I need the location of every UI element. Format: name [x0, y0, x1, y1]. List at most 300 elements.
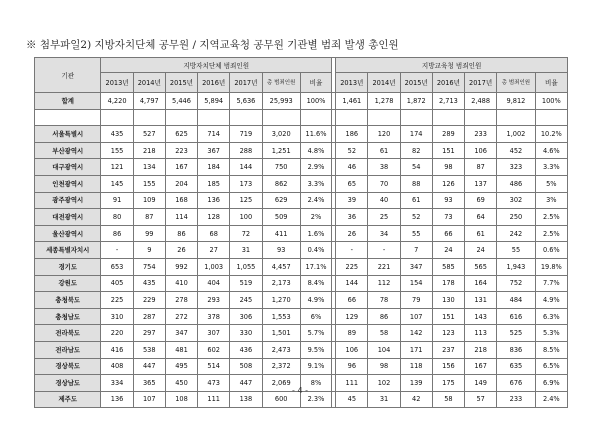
education-office-cell: 69 — [465, 192, 497, 209]
local-gov-cell: 4,457 — [262, 258, 300, 275]
education-office-cell: 88 — [400, 175, 432, 192]
local-gov-cell: 136 — [198, 192, 230, 209]
col-header-a: 2014년 — [133, 73, 165, 93]
education-office-cell: 143 — [465, 308, 497, 325]
table-row — [35, 192, 568, 209]
local-gov-cell: 109 — [133, 192, 165, 209]
local-gov-cell: 416 — [101, 341, 133, 358]
education-office-cell: 5% — [535, 175, 567, 192]
local-gov-cell: 629 — [262, 192, 300, 209]
col-header-b: 총 범죄인원 — [497, 73, 535, 93]
education-office-cell: 486 — [497, 175, 535, 192]
local-gov-cell: 378 — [198, 308, 230, 325]
local-gov-cell: 2,173 — [262, 275, 300, 292]
local-gov-cell: 204 — [165, 175, 197, 192]
education-office-cell: 1,278 — [368, 93, 400, 110]
education-office-cell: 98 — [432, 159, 464, 176]
local-gov-cell: 8.4% — [300, 275, 331, 292]
local-gov-cell: 719 — [230, 126, 262, 143]
education-office-cell: 6.3% — [535, 308, 567, 325]
local-gov-cell: 509 — [262, 209, 300, 226]
education-office-cell: 46 — [336, 159, 368, 176]
education-office-cell: 175 — [432, 375, 464, 392]
education-office-cell: 4.6% — [535, 142, 567, 159]
education-office-cell: 2,713 — [432, 93, 464, 110]
education-office-cell: 98 — [368, 358, 400, 375]
education-office-cell: 233 — [465, 126, 497, 143]
local-gov-cell: 992 — [165, 258, 197, 275]
local-gov-cell: 1,553 — [262, 308, 300, 325]
local-gov-cell: 334 — [101, 375, 133, 392]
education-office-cell: 102 — [368, 375, 400, 392]
education-office-cell: 186 — [336, 126, 368, 143]
education-office-cell: 1,461 — [336, 93, 368, 110]
education-office-cell: 42 — [400, 391, 432, 408]
local-gov-cell: 25,993 — [262, 93, 300, 110]
local-gov-cell: 435 — [133, 275, 165, 292]
local-gov-cell: 1,055 — [230, 258, 262, 275]
education-office-cell: 3% — [535, 192, 567, 209]
table-row — [35, 126, 568, 143]
local-gov-cell: 293 — [198, 292, 230, 309]
local-gov-cell: 3,020 — [262, 126, 300, 143]
col-header-b: 2015년 — [400, 73, 432, 93]
education-office-cell: 218 — [465, 341, 497, 358]
local-gov-cell: 0.4% — [300, 242, 331, 259]
local-gov-cell: 1,501 — [262, 325, 300, 342]
education-office-cell: 61 — [368, 142, 400, 159]
local-gov-cell: 91 — [101, 192, 133, 209]
education-office-cell: 38 — [368, 159, 400, 176]
local-gov-cell: 72 — [230, 225, 262, 242]
local-gov-cell: 11.6% — [300, 126, 331, 143]
education-office-cell: 237 — [432, 341, 464, 358]
table-row — [35, 242, 568, 259]
education-office-cell: 137 — [465, 175, 497, 192]
local-gov-cell: 138 — [230, 391, 262, 408]
education-office-cell: 144 — [336, 275, 368, 292]
col-header-b: 2014년 — [368, 73, 400, 93]
education-office-cell: 3.3% — [535, 159, 567, 176]
col-header-a: 총 범죄인원 — [262, 73, 300, 93]
local-gov-cell: 306 — [230, 308, 262, 325]
region-name: 강원도 — [35, 275, 101, 292]
table-row — [35, 341, 568, 358]
education-office-cell: 250 — [497, 209, 535, 226]
education-office-cell: - — [336, 242, 368, 259]
table-row — [35, 325, 568, 342]
local-gov-cell: 220 — [101, 325, 133, 342]
education-office-cell: 100% — [535, 93, 567, 110]
region-name: 대구광역시 — [35, 159, 101, 176]
local-gov-cell: 408 — [101, 358, 133, 375]
education-office-cell: 120 — [368, 126, 400, 143]
col-header-b: 비율 — [535, 73, 567, 93]
education-office-cell: 178 — [432, 275, 464, 292]
local-gov-cell: 862 — [262, 175, 300, 192]
region-name: 울산광역시 — [35, 225, 101, 242]
local-gov-cell: 307 — [198, 325, 230, 342]
education-office-cell: 118 — [400, 358, 432, 375]
local-gov-cell: 155 — [101, 142, 133, 159]
education-office-cell: 302 — [497, 192, 535, 209]
local-gov-cell: 2.3% — [300, 391, 331, 408]
local-gov-cell: 750 — [262, 159, 300, 176]
education-office-cell: 58 — [368, 325, 400, 342]
local-gov-cell: 100% — [300, 93, 331, 110]
education-office-cell: 2.5% — [535, 225, 567, 242]
education-office-group-header: 지방교육청 범죄인원 — [336, 58, 568, 73]
education-office-cell: 73 — [432, 209, 464, 226]
education-office-cell: 154 — [400, 275, 432, 292]
local-gov-cell: 245 — [230, 292, 262, 309]
education-office-cell: 55 — [497, 242, 535, 259]
education-office-cell: 347 — [400, 258, 432, 275]
local-gov-cell: 1,270 — [262, 292, 300, 309]
local-gov-cell: 411 — [262, 225, 300, 242]
education-office-cell: 242 — [497, 225, 535, 242]
education-office-cell: 323 — [497, 159, 535, 176]
local-gov-cell: 121 — [101, 159, 133, 176]
col-header-a: 2016년 — [198, 73, 230, 93]
education-office-cell: 1,002 — [497, 126, 535, 143]
education-office-cell: 10.2% — [535, 126, 567, 143]
education-office-cell: 8.5% — [535, 341, 567, 358]
education-office-cell: 676 — [497, 375, 535, 392]
education-office-cell: 130 — [432, 292, 464, 309]
education-office-cell: 82 — [400, 142, 432, 159]
education-office-cell: 112 — [368, 275, 400, 292]
education-office-cell: 61 — [465, 225, 497, 242]
education-office-cell: 31 — [368, 391, 400, 408]
col-header-b: 2017년 — [465, 73, 497, 93]
local-gov-group-header: 지방자치단체 범죄인원 — [101, 58, 332, 73]
local-gov-cell: 136 — [101, 391, 133, 408]
col-header-a: 2013년 — [101, 73, 133, 93]
local-gov-cell: 31 — [230, 242, 262, 259]
local-gov-cell: 80 — [101, 209, 133, 226]
education-office-cell: 1,943 — [497, 258, 535, 275]
region-name: 부산광역시 — [35, 142, 101, 159]
table-row — [35, 225, 568, 242]
education-office-cell: 289 — [432, 126, 464, 143]
education-office-cell: 616 — [497, 308, 535, 325]
local-gov-cell: 145 — [101, 175, 133, 192]
education-office-cell: 565 — [465, 258, 497, 275]
region-name: 경상남도 — [35, 375, 101, 392]
local-gov-cell: 410 — [165, 275, 197, 292]
local-gov-cell: - — [101, 242, 133, 259]
region-name: 대전광역시 — [35, 209, 101, 226]
local-gov-cell: 481 — [165, 341, 197, 358]
document-heading: ※ 첨부파일2) 지방자치단체 공무원 / 지역교육청 공무원 기관별 범죄 발생 총인원 — [26, 39, 399, 51]
crime-statistics-table — [34, 57, 568, 408]
education-office-cell: 156 — [432, 358, 464, 375]
education-office-cell: 2.5% — [535, 209, 567, 226]
education-office-cell: 131 — [465, 292, 497, 309]
education-office-cell: 65 — [336, 175, 368, 192]
education-office-cell: 225 — [336, 258, 368, 275]
local-gov-cell: 508 — [230, 358, 262, 375]
region-name: 전라북도 — [35, 325, 101, 342]
local-gov-cell: 125 — [230, 192, 262, 209]
education-office-cell: 149 — [465, 375, 497, 392]
region-name: 인천광역시 — [35, 175, 101, 192]
education-office-cell: 19.8% — [535, 258, 567, 275]
local-gov-cell: 6% — [300, 308, 331, 325]
education-office-cell: 66 — [432, 225, 464, 242]
education-office-cell: 0.6% — [535, 242, 567, 259]
education-office-cell: 54 — [400, 159, 432, 176]
education-office-cell: 151 — [432, 142, 464, 159]
education-office-cell: 7.7% — [535, 275, 567, 292]
local-gov-cell: 538 — [133, 341, 165, 358]
education-office-cell: 9,812 — [497, 93, 535, 110]
local-gov-cell: 287 — [133, 308, 165, 325]
col-header-b: 2013년 — [336, 73, 368, 93]
local-gov-cell: 68 — [198, 225, 230, 242]
local-gov-cell: 167 — [165, 159, 197, 176]
table-row — [35, 142, 568, 159]
local-gov-cell: 5.7% — [300, 325, 331, 342]
education-office-cell: 752 — [497, 275, 535, 292]
table-row — [35, 159, 568, 176]
local-gov-cell: 447 — [230, 375, 262, 392]
education-office-cell: 151 — [432, 308, 464, 325]
local-gov-cell: 155 — [133, 175, 165, 192]
local-gov-cell: 218 — [133, 142, 165, 159]
education-office-cell: 139 — [400, 375, 432, 392]
local-gov-cell: 625 — [165, 126, 197, 143]
corner-header: 기관 — [35, 58, 101, 93]
local-gov-cell: 278 — [165, 292, 197, 309]
education-office-cell: 25 — [368, 209, 400, 226]
col-header-b: 2016년 — [432, 73, 464, 93]
education-office-cell: 39 — [336, 192, 368, 209]
local-gov-cell: 1.6% — [300, 225, 331, 242]
local-gov-cell: 3.3% — [300, 175, 331, 192]
education-office-cell: 57 — [465, 391, 497, 408]
education-office-cell: 5.3% — [535, 325, 567, 342]
local-gov-cell: 229 — [133, 292, 165, 309]
local-gov-cell: 4,797 — [133, 93, 165, 110]
table-row — [35, 209, 568, 226]
region-name: 전라남도 — [35, 341, 101, 358]
local-gov-cell: 495 — [165, 358, 197, 375]
local-gov-cell: 5,894 — [198, 93, 230, 110]
region-name: 경상북도 — [35, 358, 101, 375]
education-office-cell: 525 — [497, 325, 535, 342]
local-gov-cell: 4.8% — [300, 142, 331, 159]
education-office-cell: 87 — [465, 159, 497, 176]
region-name: 충청북도 — [35, 292, 101, 309]
col-header-a: 비율 — [300, 73, 331, 93]
local-gov-cell: 2.9% — [300, 159, 331, 176]
local-gov-cell: 2,372 — [262, 358, 300, 375]
region-name: 서울특별시 — [35, 126, 101, 143]
education-office-cell: 585 — [432, 258, 464, 275]
local-gov-cell: 173 — [230, 175, 262, 192]
local-gov-cell: 5,446 — [165, 93, 197, 110]
education-office-cell: 26 — [336, 225, 368, 242]
education-office-cell: 106 — [465, 142, 497, 159]
local-gov-cell: 367 — [198, 142, 230, 159]
local-gov-cell: 347 — [165, 325, 197, 342]
local-gov-cell: 2,473 — [262, 341, 300, 358]
local-gov-cell: 111 — [198, 391, 230, 408]
education-office-cell: 221 — [368, 258, 400, 275]
education-office-cell: 61 — [400, 192, 432, 209]
education-office-cell: 78 — [368, 292, 400, 309]
education-office-cell: 635 — [497, 358, 535, 375]
local-gov-cell: 404 — [198, 275, 230, 292]
local-gov-cell: 4,220 — [101, 93, 133, 110]
education-office-cell: 6.5% — [535, 358, 567, 375]
local-gov-cell: 450 — [165, 375, 197, 392]
education-office-cell: 452 — [497, 142, 535, 159]
education-office-cell: 142 — [400, 325, 432, 342]
education-office-cell: 34 — [368, 225, 400, 242]
education-office-cell: 96 — [336, 358, 368, 375]
local-gov-cell: 86 — [165, 225, 197, 242]
local-gov-cell: 272 — [165, 308, 197, 325]
local-gov-cell: 435 — [101, 126, 133, 143]
table-row — [35, 175, 568, 192]
education-office-cell: 52 — [400, 209, 432, 226]
education-office-cell: 66 — [336, 292, 368, 309]
region-name: 합계 — [35, 93, 101, 110]
education-office-cell: 79 — [400, 292, 432, 309]
local-gov-cell: 519 — [230, 275, 262, 292]
education-office-cell: 58 — [432, 391, 464, 408]
local-gov-cell: 128 — [198, 209, 230, 226]
education-office-cell: 107 — [400, 308, 432, 325]
local-gov-cell: 26 — [165, 242, 197, 259]
education-office-cell: 24 — [465, 242, 497, 259]
local-gov-cell: 4.9% — [300, 292, 331, 309]
education-office-cell: 36 — [336, 209, 368, 226]
local-gov-cell: 185 — [198, 175, 230, 192]
region-name: 경기도 — [35, 258, 101, 275]
education-office-cell: 164 — [465, 275, 497, 292]
education-office-cell: 2,488 — [465, 93, 497, 110]
education-office-cell: 40 — [368, 192, 400, 209]
local-gov-cell: 2.4% — [300, 192, 331, 209]
education-office-cell: 52 — [336, 142, 368, 159]
education-office-cell: 123 — [432, 325, 464, 342]
local-gov-cell: 9.1% — [300, 358, 331, 375]
education-office-cell: 171 — [400, 341, 432, 358]
education-office-cell: 167 — [465, 358, 497, 375]
local-gov-cell: 436 — [230, 341, 262, 358]
local-gov-cell: 144 — [230, 159, 262, 176]
education-office-cell: 104 — [368, 341, 400, 358]
local-gov-cell: 9.5% — [300, 341, 331, 358]
col-header-a: 2015년 — [165, 73, 197, 93]
local-gov-cell: 714 — [198, 126, 230, 143]
education-office-cell: 4.9% — [535, 292, 567, 309]
region-name: 제주도 — [35, 391, 101, 408]
local-gov-cell: 297 — [133, 325, 165, 342]
table-row — [35, 292, 568, 309]
education-office-cell: 6.9% — [535, 375, 567, 392]
local-gov-cell: 2% — [300, 209, 331, 226]
local-gov-cell: 310 — [101, 308, 133, 325]
education-office-cell: 129 — [336, 308, 368, 325]
local-gov-cell: 225 — [101, 292, 133, 309]
education-office-cell: 113 — [465, 325, 497, 342]
education-office-cell: 93 — [432, 192, 464, 209]
local-gov-cell: 223 — [165, 142, 197, 159]
local-gov-cell: 602 — [198, 341, 230, 358]
local-gov-cell: 17.1% — [300, 258, 331, 275]
local-gov-cell: 184 — [198, 159, 230, 176]
education-office-cell: 24 — [432, 242, 464, 259]
table-row — [35, 258, 568, 275]
row-separator — [35, 109, 568, 126]
education-office-cell: 1,872 — [400, 93, 432, 110]
col-header-a: 2017년 — [230, 73, 262, 93]
education-office-cell: 836 — [497, 341, 535, 358]
local-gov-cell: 754 — [133, 258, 165, 275]
local-gov-cell: 87 — [133, 209, 165, 226]
education-office-cell: 106 — [336, 341, 368, 358]
local-gov-cell: 134 — [133, 159, 165, 176]
education-office-cell: 7 — [400, 242, 432, 259]
region-name: 광주광역시 — [35, 192, 101, 209]
education-office-cell: 89 — [336, 325, 368, 342]
local-gov-cell: 99 — [133, 225, 165, 242]
education-office-cell: 45 — [336, 391, 368, 408]
local-gov-cell: 27 — [198, 242, 230, 259]
education-office-cell: 111 — [336, 375, 368, 392]
local-gov-cell: 473 — [198, 375, 230, 392]
local-gov-cell: 447 — [133, 358, 165, 375]
local-gov-cell: 514 — [198, 358, 230, 375]
local-gov-cell: 93 — [262, 242, 300, 259]
education-office-cell: 174 — [400, 126, 432, 143]
education-office-cell: 233 — [497, 391, 535, 408]
table-row — [35, 275, 568, 292]
education-office-cell: 2.4% — [535, 391, 567, 408]
local-gov-cell: 330 — [230, 325, 262, 342]
local-gov-cell: 405 — [101, 275, 133, 292]
table-row — [35, 308, 568, 325]
table-row — [35, 358, 568, 375]
local-gov-cell: 114 — [165, 209, 197, 226]
local-gov-cell: 365 — [133, 375, 165, 392]
local-gov-cell: 288 — [230, 142, 262, 159]
education-office-cell: 64 — [465, 209, 497, 226]
local-gov-cell: 653 — [101, 258, 133, 275]
local-gov-cell: 1,003 — [198, 258, 230, 275]
education-office-cell: 86 — [368, 308, 400, 325]
local-gov-cell: 9 — [133, 242, 165, 259]
local-gov-cell: 600 — [262, 391, 300, 408]
local-gov-cell: 8% — [300, 375, 331, 392]
local-gov-cell: 108 — [165, 391, 197, 408]
local-gov-cell: 5,636 — [230, 93, 262, 110]
education-office-cell: 484 — [497, 292, 535, 309]
page-number: - 4 - — [292, 386, 308, 395]
local-gov-cell: 86 — [101, 225, 133, 242]
education-office-cell: - — [368, 242, 400, 259]
region-name: 세종특별자치시 — [35, 242, 101, 259]
region-name: 충청남도 — [35, 308, 101, 325]
table-row — [35, 93, 568, 110]
local-gov-cell: 1,251 — [262, 142, 300, 159]
education-office-cell: 70 — [368, 175, 400, 192]
